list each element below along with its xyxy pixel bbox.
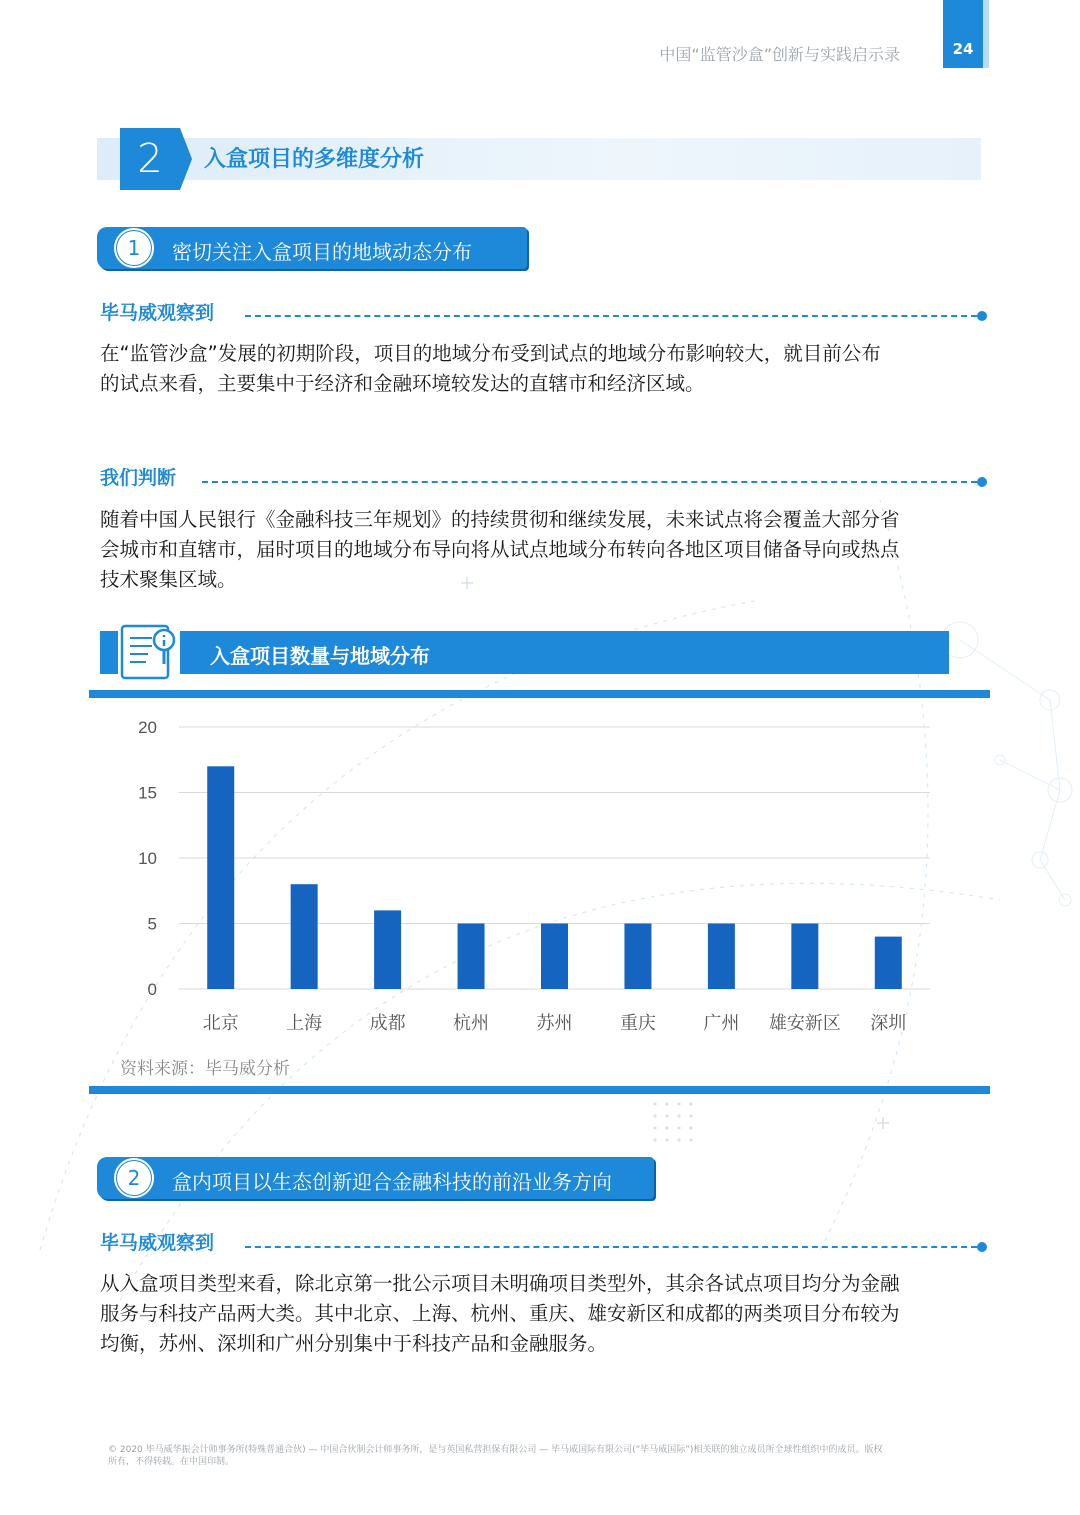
kpmg-observation-label: 毕马威观察到: [100, 1232, 215, 1254]
paragraph-line: 随着中国人民银行《金融科技三年规划》的持续贯彻和继续发展，未来试点将会覆盖大部分省: [100, 508, 900, 531]
x-tick-label: 杭州: [453, 1013, 490, 1034]
chart-heading-accent: [100, 631, 118, 674]
chart-bottom-rule: [89, 1086, 990, 1094]
observation-paragraph: [100, 339, 982, 399]
subsection-1-number: 1: [117, 231, 151, 265]
x-tick-label: 雄安新区: [768, 1013, 841, 1034]
x-tick-label: 北京: [202, 1013, 239, 1034]
running-title: 中国“监管沙盒”创新与实践启示录: [659, 45, 900, 64]
x-tick-label: 苏州: [536, 1013, 573, 1034]
y-tick-label: 0: [147, 980, 157, 999]
divider-end-dot: [977, 1242, 987, 1252]
divider-end-dot: [977, 311, 987, 321]
y-tick-label: 15: [138, 783, 157, 803]
bar: [458, 924, 485, 990]
section-title: 入盒项目的多维度分析: [204, 147, 425, 172]
dashed-divider: [245, 315, 977, 317]
subsection-1-title: 密切关注入盒项目的地域动态分布: [172, 240, 472, 264]
judgement-paragraph: [100, 505, 982, 595]
section-number: 2: [120, 128, 180, 190]
chart-source: 资料来源：毕马威分析: [120, 1059, 290, 1079]
bar: [207, 766, 234, 989]
chart-title: 入盒项目数量与地域分布: [210, 644, 430, 668]
paragraph-line: 均衡，苏州、深圳和广州分别集中于科技产品和金融服务。: [100, 1332, 608, 1355]
bar: [624, 924, 651, 990]
y-tick-label: 5: [147, 914, 157, 934]
paragraph-line: 从入盒项目类型来看，除北京第一批公示项目未明确项目类型外，其余各试点项目均分为金融: [100, 1272, 900, 1295]
chart-top-rule: [89, 690, 990, 698]
x-tick-label: 成都: [369, 1013, 406, 1034]
document-magnifier-icon: [118, 622, 182, 682]
subsection-2-number: 2: [117, 1161, 151, 1195]
footer-line: © 2020 毕马威华振会计师事务所(特殊普通合伙) — 中国合伙制会计师事务所，是与英国私营担保有限公司 — 毕马威国际有限公司(“毕马威国际”)相关联的独立成员所全球性组织中的成员。版权: [108, 1445, 883, 1455]
footer-line: 所有，不得转载。在中国印制。: [108, 1457, 235, 1467]
dashed-divider: [202, 481, 977, 483]
bar-chart: [89, 700, 990, 1080]
our-judgement-label: 我们判断: [100, 467, 177, 489]
page-tab-edge: [983, 0, 989, 68]
kpmg-observation-label: 毕马威观察到: [100, 302, 215, 324]
subsection-2-title: 盒内项目以生态创新迎合金融科技的前沿业务方向: [172, 1170, 612, 1194]
bar: [708, 924, 735, 990]
y-tick-label: 10: [138, 849, 157, 868]
paragraph-line: 服务与科技产品两大类。其中北京、上海、杭州、重庆、雄安新区和成都的两类项目分布较为: [100, 1302, 900, 1325]
paragraph-line: 在“监管沙盒”发展的初期阶段，项目的地域分布受到试点的地域分布影响较大，就目前公布: [100, 342, 881, 365]
section-number-arrow: [180, 128, 192, 190]
dashed-divider: [245, 1246, 977, 1248]
copyright-footer: [108, 1444, 978, 1468]
bar: [374, 910, 401, 989]
x-tick-label: 深圳: [870, 1013, 907, 1034]
y-tick-label: 20: [138, 718, 157, 737]
paragraph-line: 会城市和直辖市，届时项目的地域分布导向将从试点地域分布转向各地区项目储备导向或热点: [100, 538, 900, 561]
x-tick-label: 上海: [286, 1013, 323, 1034]
bar: [875, 937, 902, 989]
x-tick-label: 重庆: [619, 1013, 656, 1034]
bar: [791, 924, 818, 990]
divider-end-dot: [977, 477, 987, 487]
observation-paragraph: [100, 1269, 982, 1359]
paragraph-line: 的试点来看，主要集中于经济和金融环境较发达的直辖市和经济区域。: [100, 372, 705, 395]
paragraph-line: 技术聚集区域。: [100, 568, 237, 591]
bar: [541, 924, 568, 990]
bar: [291, 884, 318, 989]
x-tick-label: 广州: [703, 1013, 740, 1034]
page-number: 24: [952, 40, 974, 58]
